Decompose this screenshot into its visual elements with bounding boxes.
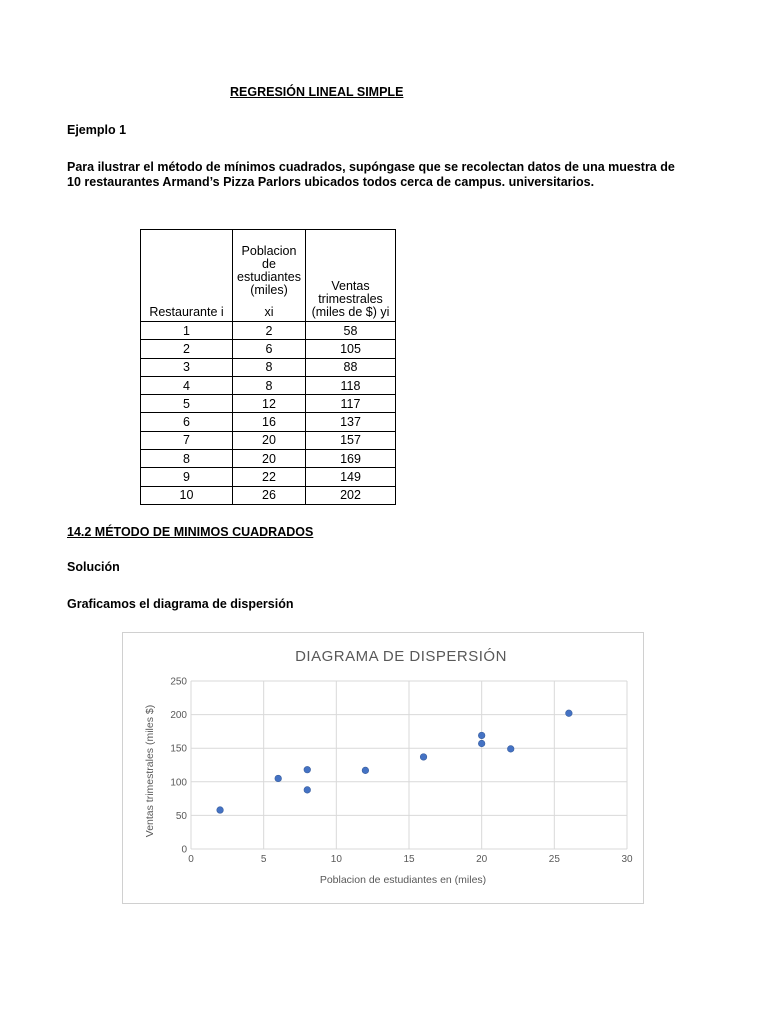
table-row: 5 12 117 [141, 395, 396, 413]
table-row: 3 8 88 [141, 358, 396, 376]
table-row: 9 22 149 [141, 468, 396, 486]
scatter-chart-svg [123, 633, 643, 903]
table-row: 6 16 137 [141, 413, 396, 431]
intro-paragraph [67, 160, 677, 190]
table-row: 8 20 169 [141, 450, 396, 468]
table-row: 10 26 202 [141, 486, 396, 504]
y-tick-label: 0 [181, 844, 187, 856]
y-tick-label: 100 [170, 777, 187, 789]
data-point [275, 775, 282, 782]
data-point [566, 710, 573, 717]
header-poblacion: Poblacion de estudiantes (miles) xi [233, 230, 306, 322]
header-restaurante: Restaurante i [141, 230, 233, 322]
x-tick-label: 5 [260, 854, 267, 865]
intro-line-2: 10 restaurantes Armand’s Pizza Parlors ubicados todos cerca de campus. universitarios. [67, 175, 595, 189]
table-row: 1 2 58 [141, 322, 396, 340]
x-tick-label: 20 [476, 854, 488, 865]
data-point [362, 767, 369, 774]
data-point [304, 766, 311, 773]
x-tick-label: 15 [403, 854, 415, 865]
y-tick-label: 50 [175, 810, 187, 822]
page-title: REGRESIÓN LINEAL SIMPLE [230, 85, 404, 99]
data-point [304, 787, 311, 794]
y-tick-label: 250 [170, 676, 187, 688]
x-tick-label: 0 [188, 854, 194, 865]
table-header-row [141, 230, 396, 322]
y-tick-label: 150 [170, 743, 187, 755]
data-point [478, 740, 485, 747]
scatter-chart [122, 632, 644, 904]
example-heading: Ejemplo 1 [67, 123, 127, 137]
graph-intro: Graficamos el diagrama de dispersión [67, 597, 294, 611]
x-tick-label: 25 [548, 854, 560, 865]
data-point [420, 754, 427, 761]
data-point [507, 746, 514, 753]
y-axis-label: Ventas trimestrales (miles $) [144, 704, 156, 838]
chart-title: DIAGRAMA DE DISPERSIÓN [295, 648, 507, 665]
x-tick-label: 30 [621, 854, 633, 865]
table-row: 2 6 105 [141, 340, 396, 358]
x-tick-label: 10 [330, 854, 342, 865]
data-point [217, 807, 224, 814]
table-row: 7 20 157 [141, 431, 396, 449]
intro-line-1: Para ilustrar el método de mínimos cuadrados, supóngase que se recolectan datos de una muestra de [67, 160, 675, 174]
solution-heading: Solución [67, 560, 120, 574]
y-tick-label: 200 [170, 710, 187, 722]
x-axis-label: Poblacion de estudiantes en (miles) [319, 874, 487, 886]
section-heading: 14.2 MÉTODO DE MINIMOS CUADRADOS [67, 525, 314, 539]
data-table [140, 229, 396, 505]
table-row: 4 8 118 [141, 376, 396, 394]
header-ventas: Ventas trimestrales (miles de $) yi [306, 230, 396, 322]
data-point [478, 732, 485, 739]
